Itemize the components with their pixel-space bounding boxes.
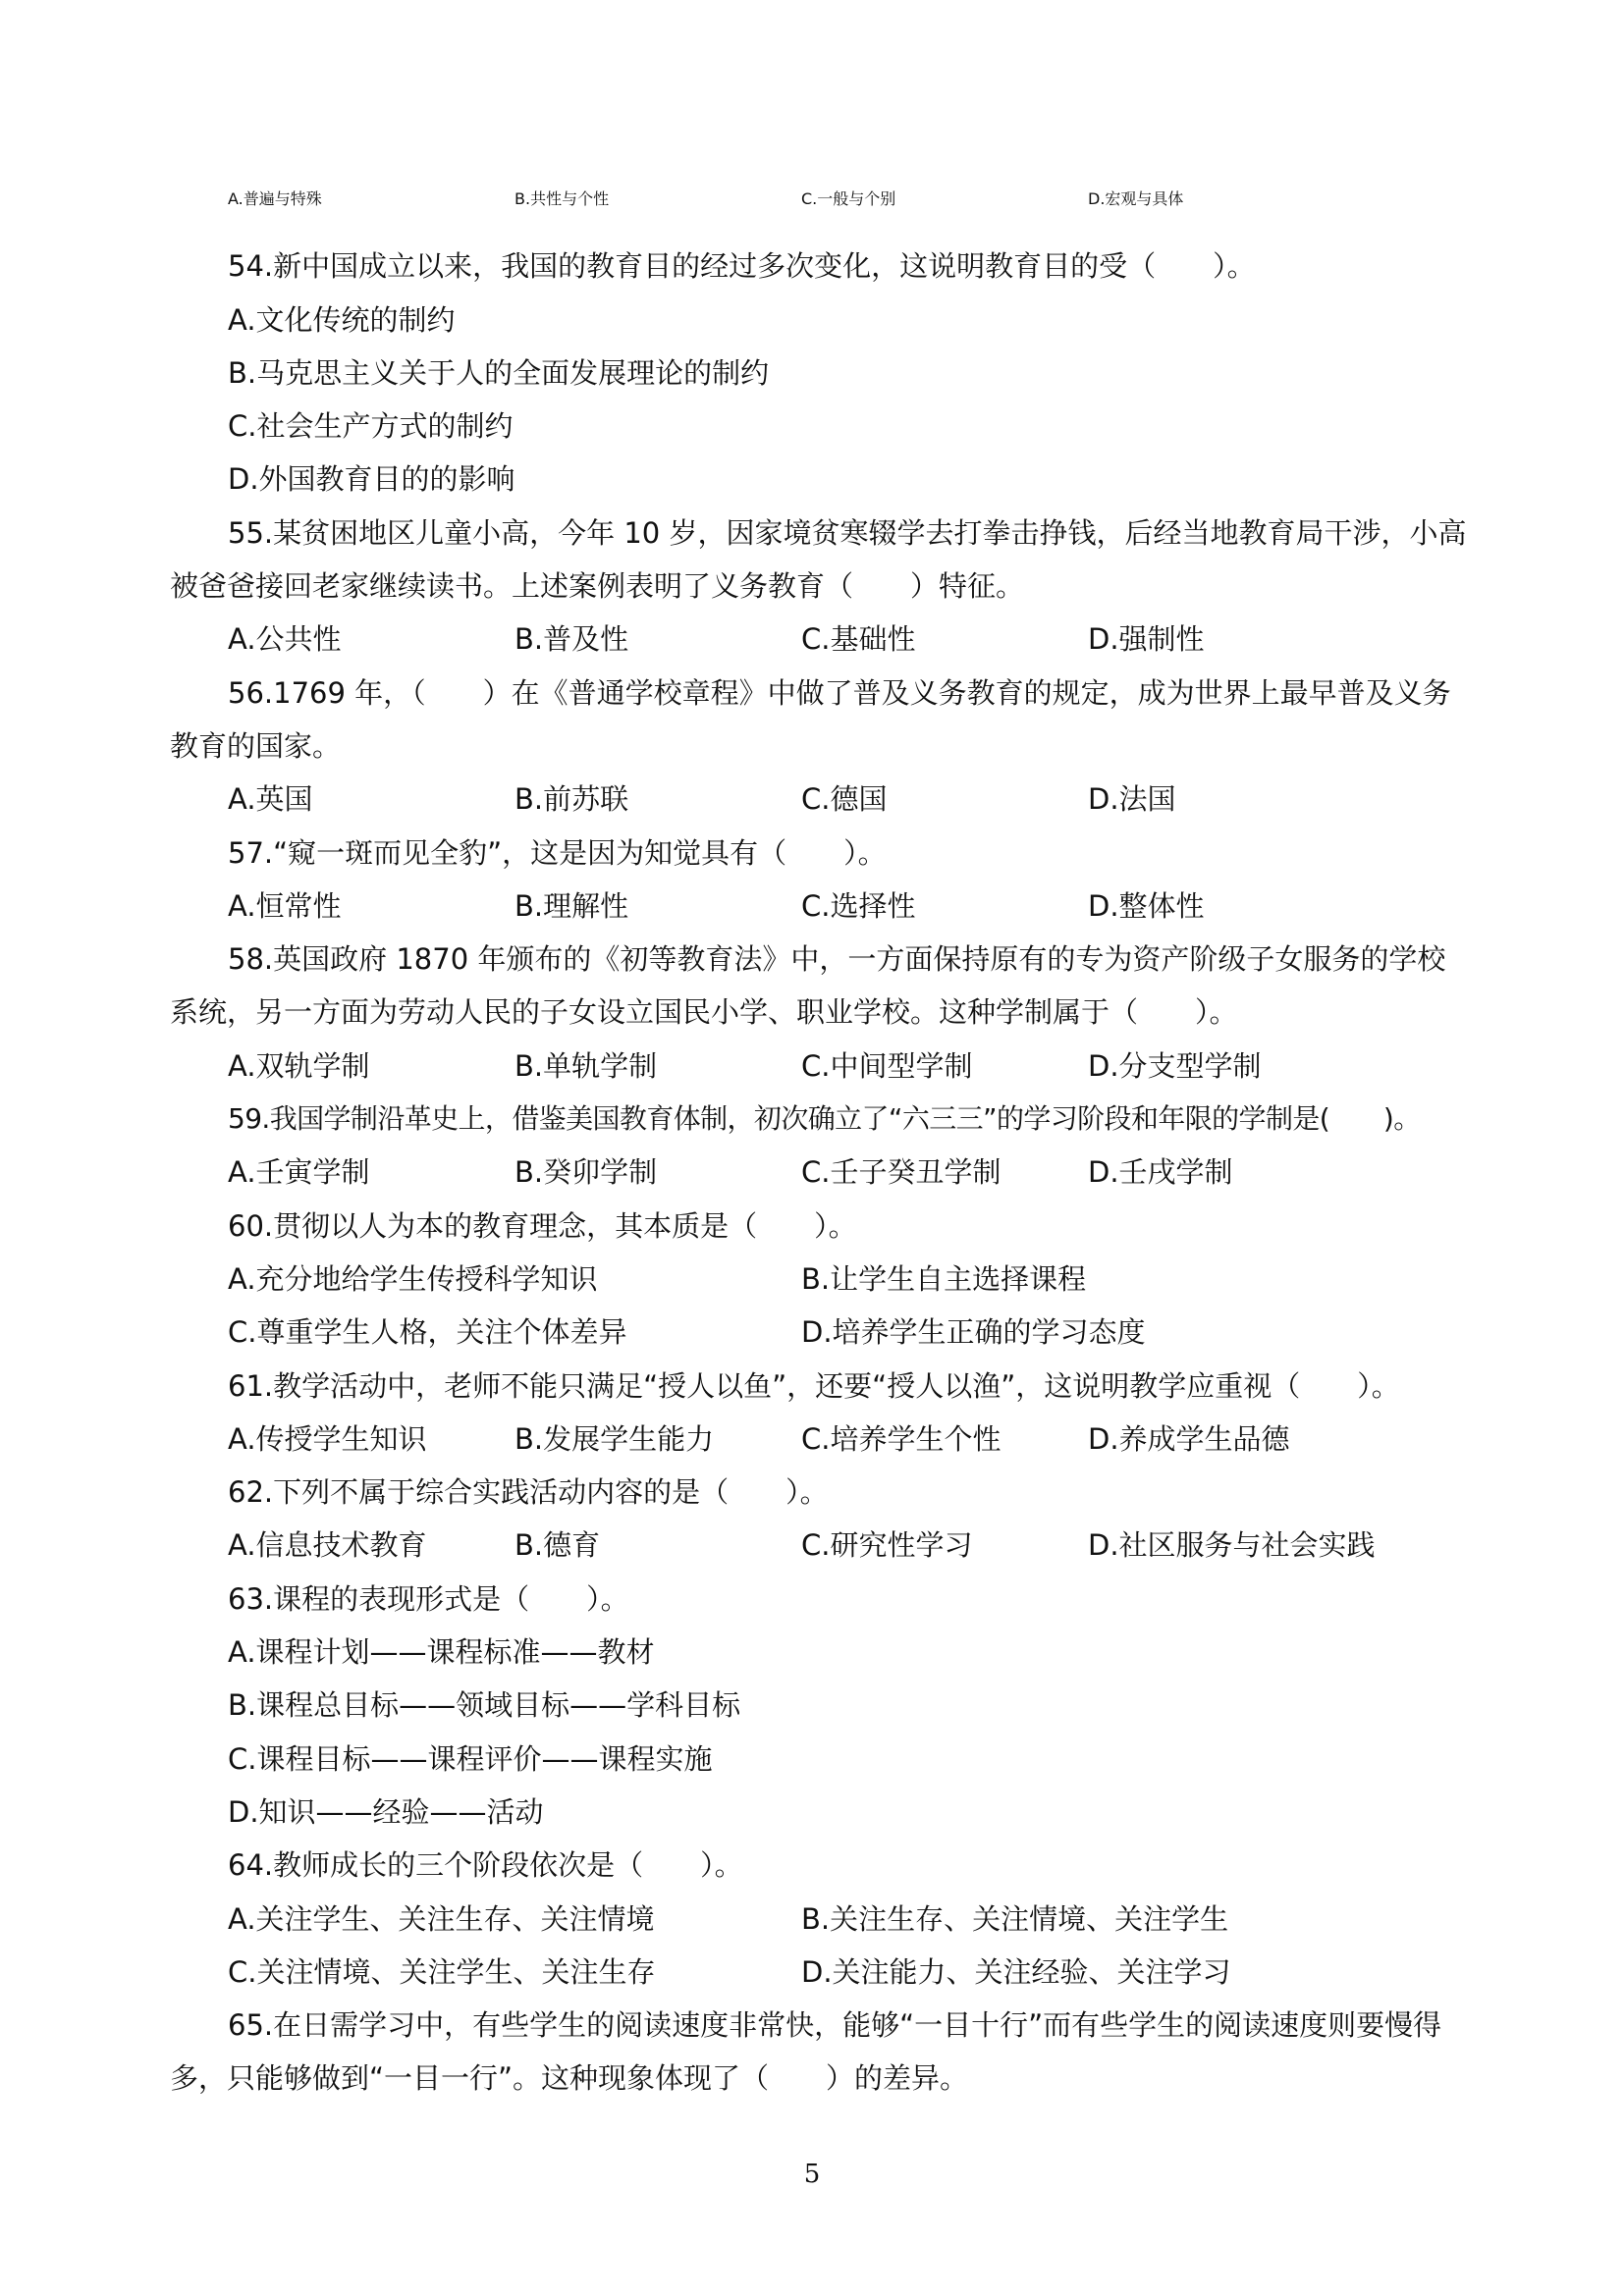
q55-option-b: B.普及性: [514, 622, 629, 657]
q56-option-d: D.法国: [1088, 782, 1176, 817]
q63-stem: 63.课程的表现形式是（ ）。: [228, 1581, 629, 1616]
q54-option-a: A.文化传统的制约: [228, 302, 456, 337]
q55-option-a: A.公共性: [228, 622, 342, 657]
q54-option-c: C.社会生产方式的制约: [228, 409, 514, 444]
q55-option-d: D.强制性: [1088, 622, 1205, 657]
q62-options: [0, 1519, 1624, 1572]
q63-option-b: B.课程总目标——领域目标——学科目标: [228, 1688, 741, 1723]
q56-option-c: C.德国: [801, 782, 888, 817]
q54-option-d: D.外国教育目的的影响: [228, 462, 515, 497]
q55-options: [0, 613, 1624, 666]
q53-option-c: C.一般与个别: [801, 189, 896, 208]
q61-option-a: A.传授学生知识: [228, 1421, 427, 1456]
q62-option-a: A.信息技术教育: [228, 1528, 427, 1563]
q60-option-a: A.充分地给学生传授科学知识: [228, 1261, 598, 1296]
q55-option-c: C.基础性: [801, 622, 916, 657]
q65-stem-line1: 65.在日需学习中，有些学生的阅读速度非常快，能够“一目十行”而有些学生的阅读速度则要慢得: [228, 2008, 1442, 2043]
q63-option-d: D.知识——经验——活动: [228, 1794, 544, 1829]
q60-stem: 60.贯彻以人为本的教育理念，其本质是（ ）。: [228, 1208, 857, 1243]
q62-option-c: C.研究性学习: [801, 1528, 973, 1563]
q59-option-b: B.癸卯学制: [514, 1155, 658, 1190]
q58-options: [0, 1040, 1624, 1093]
q54-option-b: B.马克思主义关于人的全面发展理论的制约: [228, 355, 770, 390]
q62-stem: 62.下列不属于综合实践活动内容的是（ ）。: [228, 1475, 829, 1510]
q65-stem-line2: 多，只能够做到“一目一行”。这种现象体现了（ ）的差异。: [170, 2061, 969, 2096]
q62-option-d: D.社区服务与社会实践: [1088, 1528, 1376, 1563]
q53-option-a: A.普遍与特殊: [228, 189, 322, 208]
q60-options-row1: [0, 1253, 1624, 1306]
q56-option-b: B.前苏联: [514, 782, 629, 817]
q59-option-c: C.壬子癸丑学制: [801, 1155, 1001, 1190]
q61-option-b: B.发展学生能力: [514, 1421, 715, 1456]
q64-option-a: A.关注学生、关注生存、关注情境: [228, 1901, 655, 1936]
q55-stem-line2: 被爸爸接回老家继续读书。上述案例表明了义务教育（ ）特征。: [170, 569, 1025, 604]
q56-option-a: A.英国: [228, 782, 313, 817]
q64-options-row1: [0, 1893, 1624, 1946]
q60-option-c: C.尊重学生人格，关注个体差异: [228, 1315, 627, 1350]
q61-stem: 61.教学活动中，老师不能只满足“授人以鱼”，还要“授人以渔”，这说明教学应重视（ ）。: [228, 1368, 1400, 1403]
q57-stem: 57.“窥一斑而见全豹”，这是因为知觉具有（ ）。: [228, 835, 887, 870]
q57-option-a: A.恒常性: [228, 888, 342, 923]
q61-options: [0, 1413, 1624, 1466]
q61-option-d: D.养成学生品德: [1088, 1421, 1290, 1456]
q59-stem: 59.我国学制沿革史上，借鉴美国教育体制，初次确立了“六三三”的学习阶段和年限的学制是( )。: [228, 1102, 1421, 1136]
q63-option-c: C.课程目标——课程评价——课程实施: [228, 1741, 713, 1776]
q58-stem-line1: 58.英国政府 1870 年颁布的《初等教育法》中，一方面保持原有的专为资产阶级子女服务的学校: [228, 942, 1446, 977]
q60-option-b: B.让学生自主选择课程: [801, 1261, 1087, 1296]
question-list: [0, 187, 1624, 2106]
q64-option-d: D.关注能力、关注经验、关注学习: [801, 1954, 1231, 1989]
q58-option-c: C.中间型学制: [801, 1048, 973, 1083]
q58-stem-line2: 系统，另一方面为劳动人民的子女设立国民小学、职业学校。这种学制属于（ ）。: [170, 995, 1238, 1030]
q58-option-d: D.分支型学制: [1088, 1048, 1262, 1083]
q64-stem: 64.教师成长的三个阶段依次是（ ）。: [228, 1848, 743, 1883]
q64-options-row2: [0, 1946, 1624, 1999]
q60-option-d: D.培养学生正确的学习态度: [801, 1315, 1146, 1350]
page-number: 5: [803, 2160, 821, 2189]
q64-option-c: C.关注情境、关注学生、关注生存: [228, 1954, 656, 1989]
q63-option-a: A.课程计划——课程标准——教材: [228, 1635, 655, 1670]
q58-option-a: A.双轨学制: [228, 1048, 370, 1083]
q56-stem-line1: 56.1769 年，（ ）在《普通学校章程》中做了普及义务教育的规定，成为世界上最早普及义务: [228, 675, 1451, 710]
q59-option-d: D.壬戌学制: [1088, 1155, 1233, 1190]
q54-stem: 54.新中国成立以来，我国的教育目的经过多次变化，这说明教育目的受（ ）。: [228, 249, 1256, 284]
q55-stem-line1: 55.某贫困地区儿童小高，今年 10 岁，因家境贫寒辍学去打拳击挣钱，后经当地教育局干涉，小高: [228, 515, 1467, 550]
q64-option-b: B.关注生存、关注情境、关注学生: [801, 1901, 1229, 1936]
q59-options: [0, 1146, 1624, 1199]
q56-stem-line2: 教育的国家。: [170, 728, 342, 763]
q59-option-a: A.壬寅学制: [228, 1155, 370, 1190]
q56-options: [0, 773, 1624, 826]
q53-options: [0, 187, 1624, 240]
q62-option-b: B.德育: [514, 1528, 601, 1563]
q61-option-c: C.培养学生个性: [801, 1421, 1001, 1456]
q60-options-row2: [0, 1306, 1624, 1359]
q58-option-b: B.单轨学制: [514, 1048, 658, 1083]
q57-option-d: D.整体性: [1088, 888, 1205, 923]
q57-option-c: C.选择性: [801, 888, 916, 923]
q53-option-b: B.共性与个性: [514, 189, 610, 208]
q57-option-b: B.理解性: [514, 888, 629, 923]
q53-option-d: D.宏观与具体: [1088, 189, 1184, 208]
q57-options: [0, 880, 1624, 933]
